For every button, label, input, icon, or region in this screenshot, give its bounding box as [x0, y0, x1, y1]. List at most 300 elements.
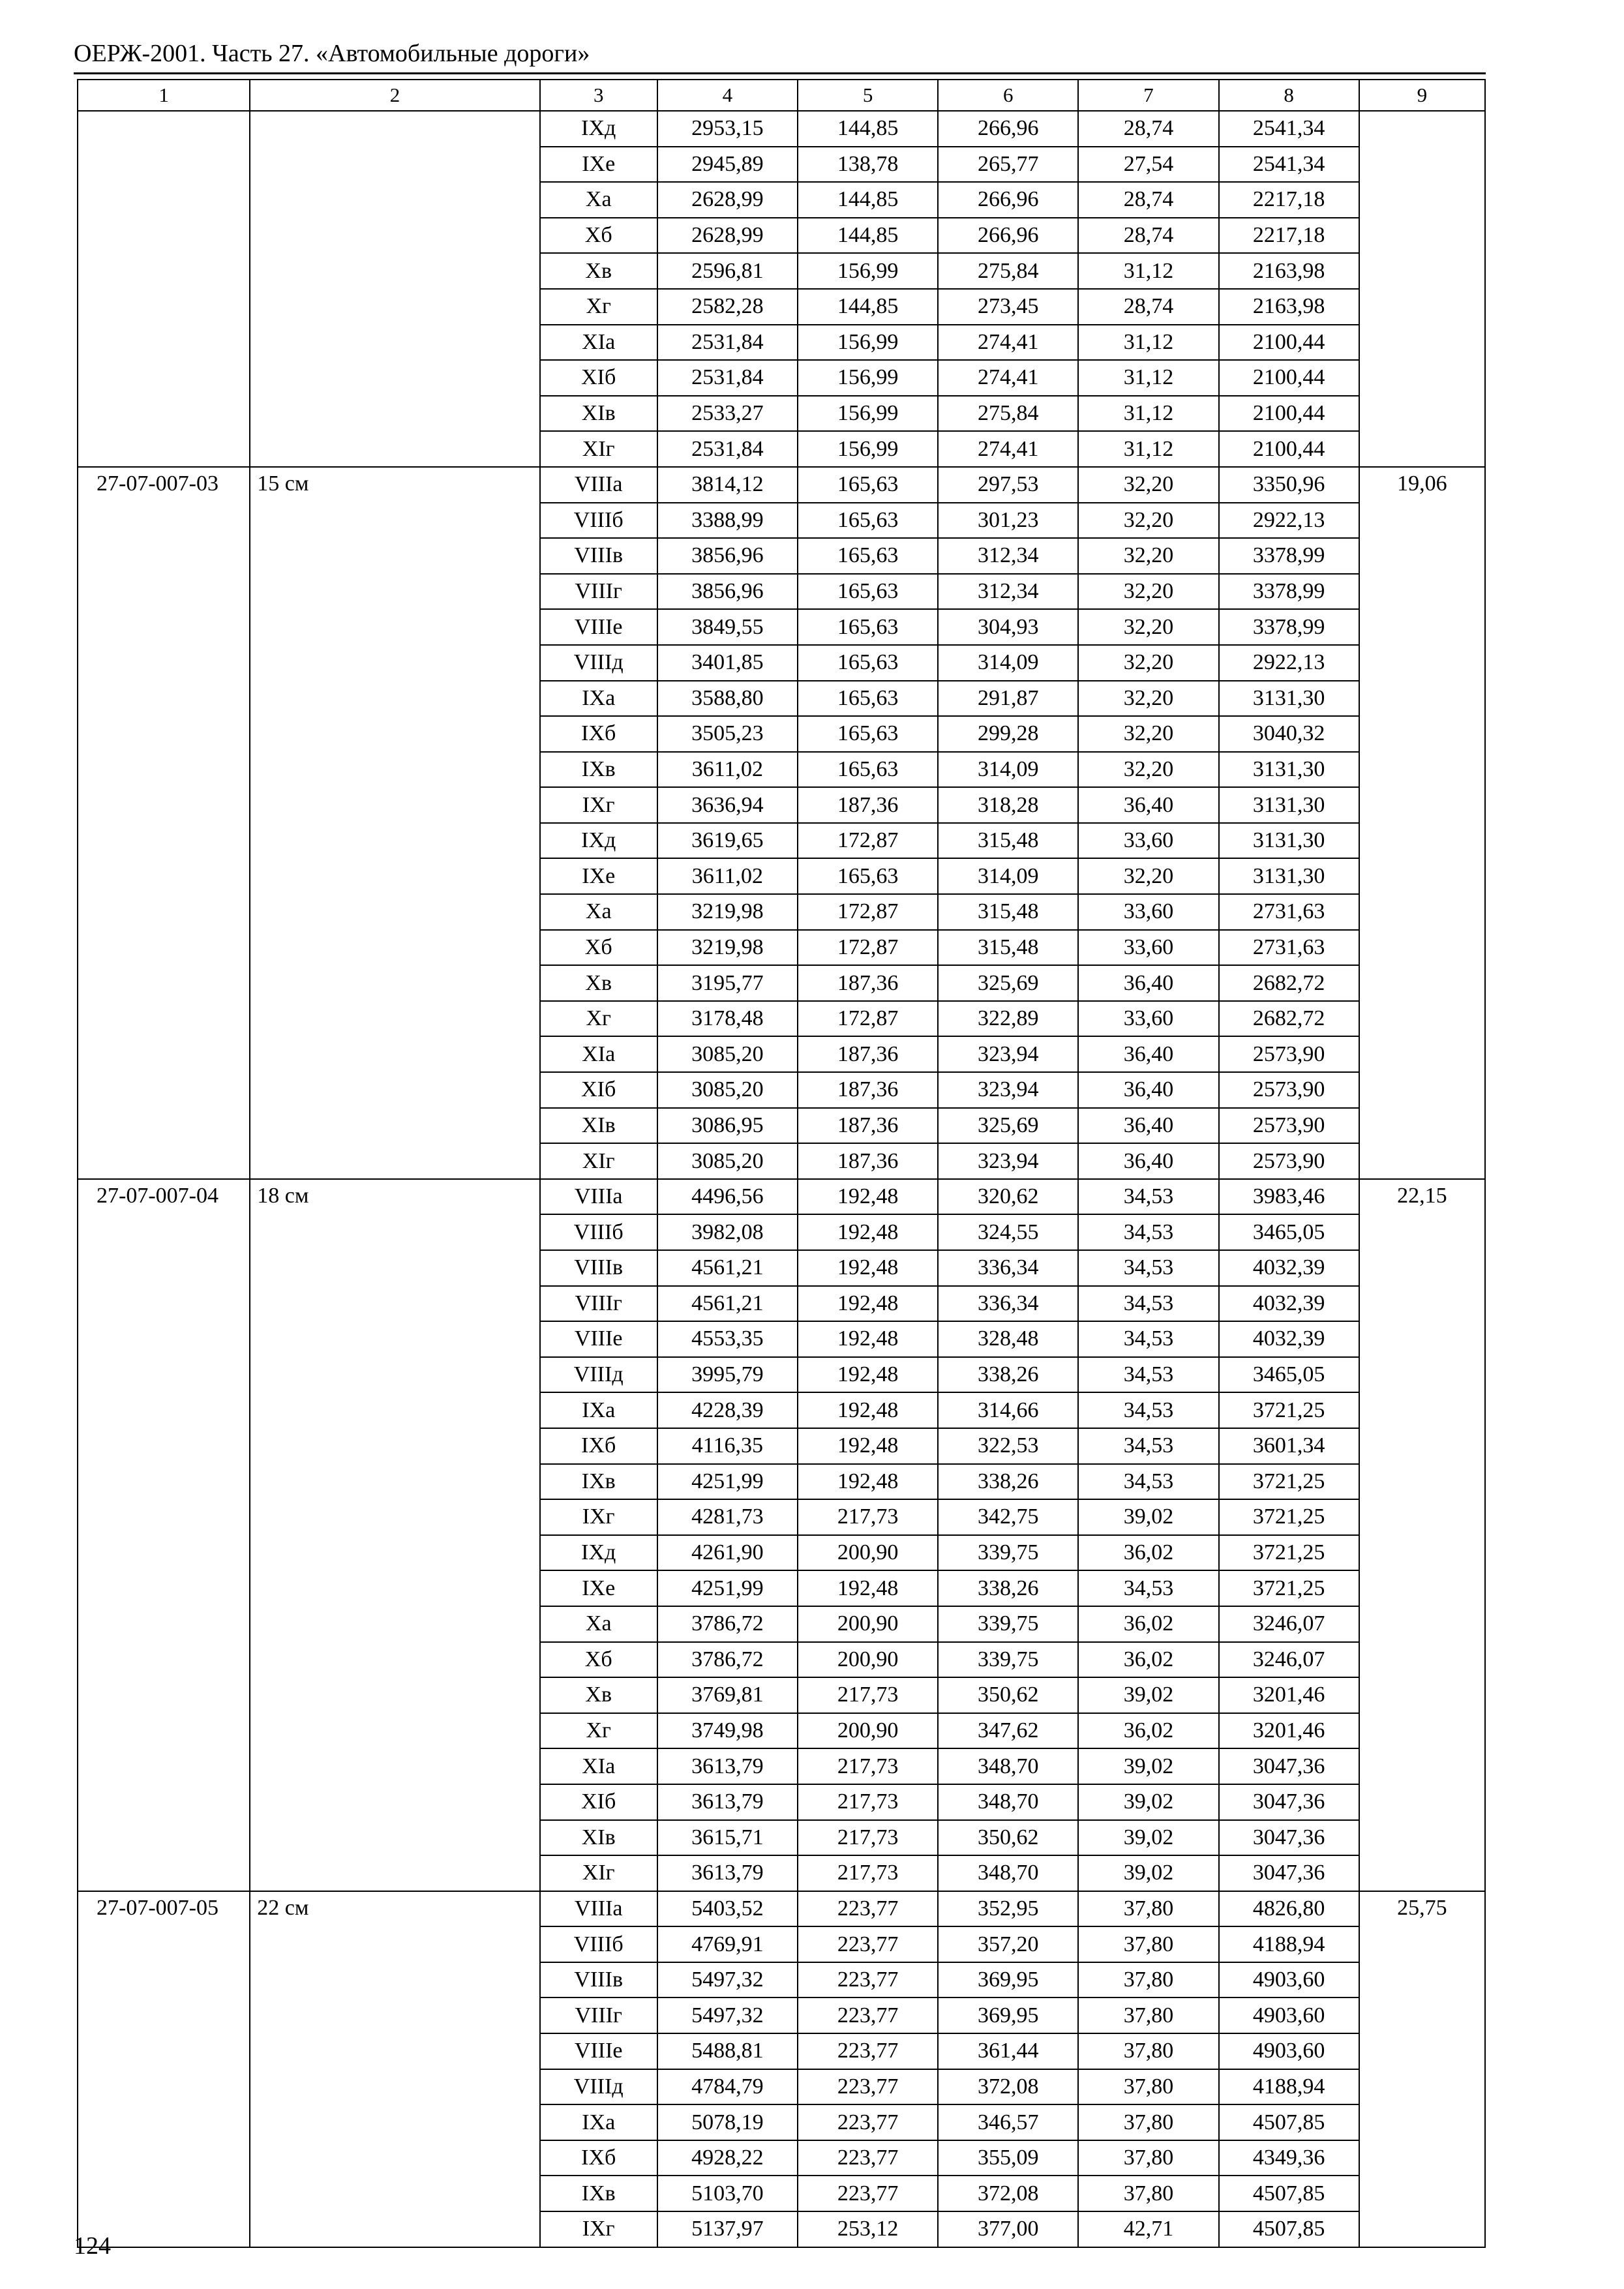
value-cell: 3178,48: [657, 1001, 798, 1037]
value-cell: 31,12: [1078, 396, 1218, 432]
value-cell: 2953,15: [657, 111, 798, 147]
value-cell: 339,75: [938, 1606, 1078, 1642]
value-cell: 339,75: [938, 1642, 1078, 1678]
column-number: 3: [540, 80, 657, 111]
value-cell: 3721,25: [1219, 1499, 1359, 1535]
value-cell: 32,20: [1078, 858, 1218, 894]
value-cell: 32,20: [1078, 645, 1218, 681]
value-cell: 3721,25: [1219, 1464, 1359, 1500]
value-cell: 31,12: [1078, 325, 1218, 361]
value-cell: 39,02: [1078, 1499, 1218, 1535]
table-row: [78, 1179, 1485, 1215]
value-cell: 33,60: [1078, 930, 1218, 966]
value-cell: 2533,27: [657, 396, 798, 432]
value-cell: 357,20: [938, 1926, 1078, 1962]
value-cell: 314,66: [938, 1392, 1078, 1428]
value-cell: 192,48: [798, 1357, 938, 1393]
region-cell: VIIIб: [540, 1214, 657, 1250]
value-cell: 274,41: [938, 360, 1078, 396]
value-cell: 165,63: [798, 467, 938, 503]
value-cell: 39,02: [1078, 1677, 1218, 1713]
value-cell: 4903,60: [1219, 1962, 1359, 1998]
value-cell: 187,36: [798, 1143, 938, 1179]
value-cell: 3995,79: [657, 1357, 798, 1393]
value-cell: 2573,90: [1219, 1143, 1359, 1179]
value-cell: 2217,18: [1219, 182, 1359, 218]
value-cell: 372,08: [938, 2069, 1078, 2105]
value-cell: 2682,72: [1219, 965, 1359, 1001]
value-cell: 350,62: [938, 1820, 1078, 1856]
material-value: 25,75: [1359, 1891, 1485, 2247]
column-number: 4: [657, 80, 798, 111]
value-cell: 36,40: [1078, 1143, 1218, 1179]
value-cell: 36,02: [1078, 1713, 1218, 1749]
value-cell: 192,48: [798, 1392, 938, 1428]
value-cell: 36,40: [1078, 965, 1218, 1001]
column-number: 6: [938, 80, 1078, 111]
value-cell: 37,80: [1078, 1962, 1218, 1998]
value-cell: 3201,46: [1219, 1713, 1359, 1749]
value-cell: 187,36: [798, 787, 938, 823]
value-cell: 320,62: [938, 1179, 1078, 1215]
region-cell: Xв: [540, 1677, 657, 1713]
region-cell: VIIIг: [540, 574, 657, 610]
value-cell: 165,63: [798, 574, 938, 610]
value-cell: 36,40: [1078, 1072, 1218, 1108]
value-cell: 4769,91: [657, 1926, 798, 1962]
value-cell: 165,63: [798, 645, 938, 681]
region-cell: IXб: [540, 2140, 657, 2176]
value-cell: 301,23: [938, 503, 1078, 539]
value-cell: 3588,80: [657, 681, 798, 717]
value-cell: 350,62: [938, 1677, 1078, 1713]
value-cell: 291,87: [938, 681, 1078, 717]
value-cell: 3131,30: [1219, 681, 1359, 717]
value-cell: 4903,60: [1219, 1997, 1359, 2033]
rate-code: 27-07-007-05: [78, 1891, 250, 2247]
value-cell: 4561,21: [657, 1250, 798, 1286]
value-cell: 172,87: [798, 1001, 938, 1037]
region-cell: Xг: [540, 1713, 657, 1749]
region-cell: IXа: [540, 2104, 657, 2140]
value-cell: 165,63: [798, 681, 938, 717]
value-cell: 3465,05: [1219, 1357, 1359, 1393]
value-cell: 200,90: [798, 1713, 938, 1749]
value-cell: 4188,94: [1219, 2069, 1359, 2105]
value-cell: 2531,84: [657, 431, 798, 467]
value-cell: 3856,96: [657, 538, 798, 574]
value-cell: 28,74: [1078, 289, 1218, 325]
value-cell: 172,87: [798, 823, 938, 859]
value-cell: 266,96: [938, 218, 1078, 254]
value-cell: 32,20: [1078, 503, 1218, 539]
value-cell: 192,48: [798, 1250, 938, 1286]
value-cell: 39,02: [1078, 1855, 1218, 1891]
value-cell: 2628,99: [657, 182, 798, 218]
region-cell: IXд: [540, 1535, 657, 1571]
region-cell: IXб: [540, 716, 657, 752]
region-cell: Xг: [540, 289, 657, 325]
value-cell: 33,60: [1078, 1001, 1218, 1037]
value-cell: 4349,36: [1219, 2140, 1359, 2176]
value-cell: 223,77: [798, 1926, 938, 1962]
value-cell: 4507,85: [1219, 2176, 1359, 2211]
value-cell: 144,85: [798, 111, 938, 147]
value-cell: 265,77: [938, 147, 1078, 183]
value-cell: 144,85: [798, 182, 938, 218]
value-cell: 3849,55: [657, 609, 798, 645]
value-cell: 315,48: [938, 930, 1078, 966]
rate-code: [78, 111, 250, 467]
value-cell: 37,80: [1078, 2104, 1218, 2140]
region-cell: XIв: [540, 1820, 657, 1856]
value-cell: 172,87: [798, 930, 938, 966]
value-cell: 2922,13: [1219, 503, 1359, 539]
header-rule: [74, 72, 1486, 74]
value-cell: 36,40: [1078, 787, 1218, 823]
value-cell: 192,48: [798, 1321, 938, 1357]
value-cell: 223,77: [798, 2176, 938, 2211]
region-cell: VIIIб: [540, 1926, 657, 1962]
value-cell: 318,28: [938, 787, 1078, 823]
material-value: [1359, 111, 1485, 467]
value-cell: 33,60: [1078, 894, 1218, 930]
value-cell: 338,26: [938, 1570, 1078, 1606]
region-cell: Xб: [540, 930, 657, 966]
value-cell: 3378,99: [1219, 609, 1359, 645]
value-cell: 273,45: [938, 289, 1078, 325]
value-cell: 2573,90: [1219, 1108, 1359, 1144]
value-cell: 253,12: [798, 2211, 938, 2247]
value-cell: 28,74: [1078, 182, 1218, 218]
material-value: 19,06: [1359, 467, 1485, 1179]
value-cell: 2163,98: [1219, 289, 1359, 325]
value-cell: 3856,96: [657, 574, 798, 610]
value-cell: 138,78: [798, 147, 938, 183]
running-header: ОЕРЖ-2001. Часть 27. «Автомобильные дороги»: [74, 40, 590, 67]
value-cell: 34,53: [1078, 1321, 1218, 1357]
value-cell: 32,20: [1078, 609, 1218, 645]
layer-thickness: 18 см: [250, 1179, 539, 1891]
value-cell: 5403,52: [657, 1891, 798, 1927]
page-number: 124: [74, 2232, 111, 2260]
region-cell: XIа: [540, 1748, 657, 1784]
value-cell: 4507,85: [1219, 2104, 1359, 2140]
value-cell: 165,63: [798, 609, 938, 645]
value-cell: 5497,32: [657, 1962, 798, 1998]
value-cell: 3201,46: [1219, 1677, 1359, 1713]
region-cell: Xг: [540, 1001, 657, 1037]
value-cell: 3047,36: [1219, 1748, 1359, 1784]
value-cell: 36,02: [1078, 1535, 1218, 1571]
value-cell: 223,77: [798, 2140, 938, 2176]
column-number: 2: [250, 80, 539, 111]
value-cell: 3505,23: [657, 716, 798, 752]
table-body: [78, 111, 1485, 2247]
value-cell: 275,84: [938, 396, 1078, 432]
value-cell: 352,95: [938, 1891, 1078, 1927]
column-number: 9: [1359, 80, 1485, 111]
value-cell: 274,41: [938, 325, 1078, 361]
value-cell: 2100,44: [1219, 360, 1359, 396]
value-cell: 348,70: [938, 1748, 1078, 1784]
value-cell: 4903,60: [1219, 2033, 1359, 2069]
value-cell: 4561,21: [657, 1286, 798, 1322]
value-cell: 4251,99: [657, 1570, 798, 1606]
value-cell: 2541,34: [1219, 147, 1359, 183]
value-cell: 217,73: [798, 1784, 938, 1820]
value-cell: 2100,44: [1219, 431, 1359, 467]
region-cell: XIв: [540, 1108, 657, 1144]
value-cell: 3086,95: [657, 1108, 798, 1144]
value-cell: 369,95: [938, 1962, 1078, 1998]
value-cell: 275,84: [938, 253, 1078, 289]
value-cell: 192,48: [798, 1428, 938, 1464]
value-cell: 3131,30: [1219, 752, 1359, 788]
column-number: 8: [1219, 80, 1359, 111]
value-cell: 266,96: [938, 111, 1078, 147]
value-cell: 3619,65: [657, 823, 798, 859]
value-cell: 187,36: [798, 1036, 938, 1072]
layer-thickness: 22 см: [250, 1891, 539, 2247]
value-cell: 165,63: [798, 858, 938, 894]
value-cell: 342,75: [938, 1499, 1078, 1535]
value-cell: 217,73: [798, 1855, 938, 1891]
value-cell: 3721,25: [1219, 1535, 1359, 1571]
value-cell: 39,02: [1078, 1784, 1218, 1820]
region-cell: XIг: [540, 1855, 657, 1891]
value-cell: 28,74: [1078, 218, 1218, 254]
value-cell: 3388,99: [657, 503, 798, 539]
value-cell: 3465,05: [1219, 1214, 1359, 1250]
value-cell: 314,09: [938, 752, 1078, 788]
value-cell: 192,48: [798, 1464, 938, 1500]
region-cell: VIIIг: [540, 1286, 657, 1322]
value-cell: 4032,39: [1219, 1250, 1359, 1286]
value-cell: 34,53: [1078, 1392, 1218, 1428]
value-cell: 3131,30: [1219, 858, 1359, 894]
value-cell: 3983,46: [1219, 1179, 1359, 1215]
value-cell: 165,63: [798, 503, 938, 539]
value-cell: 3047,36: [1219, 1784, 1359, 1820]
value-cell: 4261,90: [657, 1535, 798, 1571]
region-cell: IXг: [540, 1499, 657, 1535]
value-cell: 314,09: [938, 645, 1078, 681]
value-cell: 4032,39: [1219, 1286, 1359, 1322]
value-cell: 156,99: [798, 431, 938, 467]
value-cell: 3085,20: [657, 1036, 798, 1072]
region-cell: VIIIе: [540, 1321, 657, 1357]
value-cell: 3378,99: [1219, 538, 1359, 574]
region-cell: VIIIг: [540, 1997, 657, 2033]
value-cell: 223,77: [798, 2104, 938, 2140]
value-cell: 274,41: [938, 431, 1078, 467]
region-cell: XIг: [540, 1143, 657, 1179]
value-cell: 3378,99: [1219, 574, 1359, 610]
value-cell: 3615,71: [657, 1820, 798, 1856]
column-number: 1: [78, 80, 250, 111]
value-cell: 32,20: [1078, 681, 1218, 717]
value-cell: 144,85: [798, 218, 938, 254]
value-cell: 3047,36: [1219, 1820, 1359, 1856]
value-cell: 2731,63: [1219, 894, 1359, 930]
value-cell: 3982,08: [657, 1214, 798, 1250]
region-cell: VIIIв: [540, 1962, 657, 1998]
value-cell: 34,53: [1078, 1428, 1218, 1464]
value-cell: 328,48: [938, 1321, 1078, 1357]
value-cell: 37,80: [1078, 2140, 1218, 2176]
value-cell: 3040,32: [1219, 716, 1359, 752]
value-cell: 4251,99: [657, 1464, 798, 1500]
value-cell: 339,75: [938, 1535, 1078, 1571]
value-cell: 2573,90: [1219, 1036, 1359, 1072]
region-cell: IXв: [540, 752, 657, 788]
value-cell: 3047,36: [1219, 1855, 1359, 1891]
value-cell: 172,87: [798, 894, 938, 930]
value-cell: 4826,80: [1219, 1891, 1359, 1927]
value-cell: 192,48: [798, 1570, 938, 1606]
value-cell: 3219,98: [657, 930, 798, 966]
value-cell: 372,08: [938, 2176, 1078, 2211]
table-row: [78, 1891, 1485, 1927]
value-cell: 144,85: [798, 289, 938, 325]
value-cell: 323,94: [938, 1143, 1078, 1179]
value-cell: 2100,44: [1219, 325, 1359, 361]
rate-code: 27-07-007-03: [78, 467, 250, 1179]
region-cell: XIв: [540, 396, 657, 432]
value-cell: 165,63: [798, 752, 938, 788]
value-cell: 3350,96: [1219, 467, 1359, 503]
value-cell: 3195,77: [657, 965, 798, 1001]
value-cell: 338,26: [938, 1464, 1078, 1500]
value-cell: 223,77: [798, 1997, 938, 2033]
value-cell: 217,73: [798, 1748, 938, 1784]
value-cell: 36,40: [1078, 1108, 1218, 1144]
value-cell: 31,12: [1078, 360, 1218, 396]
value-cell: 312,34: [938, 574, 1078, 610]
value-cell: 297,53: [938, 467, 1078, 503]
value-cell: 3721,25: [1219, 1392, 1359, 1428]
value-cell: 299,28: [938, 716, 1078, 752]
region-cell: VIIIа: [540, 467, 657, 503]
value-cell: 3085,20: [657, 1143, 798, 1179]
region-cell: Xв: [540, 253, 657, 289]
value-cell: 39,02: [1078, 1748, 1218, 1784]
value-cell: 3613,79: [657, 1855, 798, 1891]
value-cell: 28,74: [1078, 111, 1218, 147]
value-cell: 336,34: [938, 1286, 1078, 1322]
value-cell: 2541,34: [1219, 111, 1359, 147]
value-cell: 31,12: [1078, 253, 1218, 289]
value-cell: 2596,81: [657, 253, 798, 289]
value-cell: 223,77: [798, 2033, 938, 2069]
value-cell: 4228,39: [657, 1392, 798, 1428]
layer-thickness: [250, 111, 539, 467]
region-cell: Xб: [540, 218, 657, 254]
region-cell: Xб: [540, 1642, 657, 1678]
value-cell: 2945,89: [657, 147, 798, 183]
value-cell: 34,53: [1078, 1179, 1218, 1215]
value-cell: 3131,30: [1219, 823, 1359, 859]
value-cell: 31,12: [1078, 431, 1218, 467]
region-cell: IXа: [540, 681, 657, 717]
rates-table: [77, 79, 1486, 2248]
value-cell: 34,53: [1078, 1286, 1218, 1322]
value-cell: 2573,90: [1219, 1072, 1359, 1108]
table-row: [78, 111, 1485, 147]
value-cell: 5103,70: [657, 2176, 798, 2211]
value-cell: 325,69: [938, 1108, 1078, 1144]
value-cell: 32,20: [1078, 467, 1218, 503]
value-cell: 4507,85: [1219, 2211, 1359, 2247]
value-cell: 217,73: [798, 1499, 938, 1535]
value-cell: 2163,98: [1219, 253, 1359, 289]
value-cell: 4496,56: [657, 1179, 798, 1215]
value-cell: 3085,20: [657, 1072, 798, 1108]
value-cell: 156,99: [798, 396, 938, 432]
value-cell: 223,77: [798, 1962, 938, 1998]
value-cell: 4784,79: [657, 2069, 798, 2105]
value-cell: 192,48: [798, 1179, 938, 1215]
value-cell: 304,93: [938, 609, 1078, 645]
region-cell: XIг: [540, 431, 657, 467]
value-cell: 4032,39: [1219, 1321, 1359, 1357]
value-cell: 37,80: [1078, 1926, 1218, 1962]
value-cell: 156,99: [798, 360, 938, 396]
region-cell: XIа: [540, 1036, 657, 1072]
region-cell: VIIIе: [540, 2033, 657, 2069]
value-cell: 3749,98: [657, 1713, 798, 1749]
value-cell: 187,36: [798, 1072, 938, 1108]
value-cell: 32,20: [1078, 574, 1218, 610]
region-cell: VIIIд: [540, 2069, 657, 2105]
value-cell: 336,34: [938, 1250, 1078, 1286]
value-cell: 355,09: [938, 2140, 1078, 2176]
value-cell: 3814,12: [657, 467, 798, 503]
value-cell: 192,48: [798, 1214, 938, 1250]
value-cell: 34,53: [1078, 1357, 1218, 1393]
value-cell: 323,94: [938, 1072, 1078, 1108]
region-cell: Xв: [540, 965, 657, 1001]
region-cell: XIб: [540, 1784, 657, 1820]
value-cell: 37,80: [1078, 1891, 1218, 1927]
value-cell: 36,40: [1078, 1036, 1218, 1072]
value-cell: 3613,79: [657, 1784, 798, 1820]
region-cell: IXе: [540, 858, 657, 894]
value-cell: 312,34: [938, 538, 1078, 574]
value-cell: 32,20: [1078, 538, 1218, 574]
value-cell: 3401,85: [657, 645, 798, 681]
value-cell: 3601,34: [1219, 1428, 1359, 1464]
value-cell: 3721,25: [1219, 1570, 1359, 1606]
value-cell: 3246,07: [1219, 1642, 1359, 1678]
value-cell: 346,57: [938, 2104, 1078, 2140]
value-cell: 361,44: [938, 2033, 1078, 2069]
value-cell: 34,53: [1078, 1464, 1218, 1500]
region-cell: XIб: [540, 360, 657, 396]
value-cell: 37,80: [1078, 2069, 1218, 2105]
value-cell: 39,02: [1078, 1820, 1218, 1856]
region-cell: IXе: [540, 1570, 657, 1606]
rate-code: 27-07-007-04: [78, 1179, 250, 1891]
value-cell: 2217,18: [1219, 218, 1359, 254]
value-cell: 323,94: [938, 1036, 1078, 1072]
region-cell: IXв: [540, 2176, 657, 2211]
value-cell: 2922,13: [1219, 645, 1359, 681]
region-cell: IXб: [540, 1428, 657, 1464]
value-cell: 217,73: [798, 1677, 938, 1713]
value-cell: 2731,63: [1219, 930, 1359, 966]
